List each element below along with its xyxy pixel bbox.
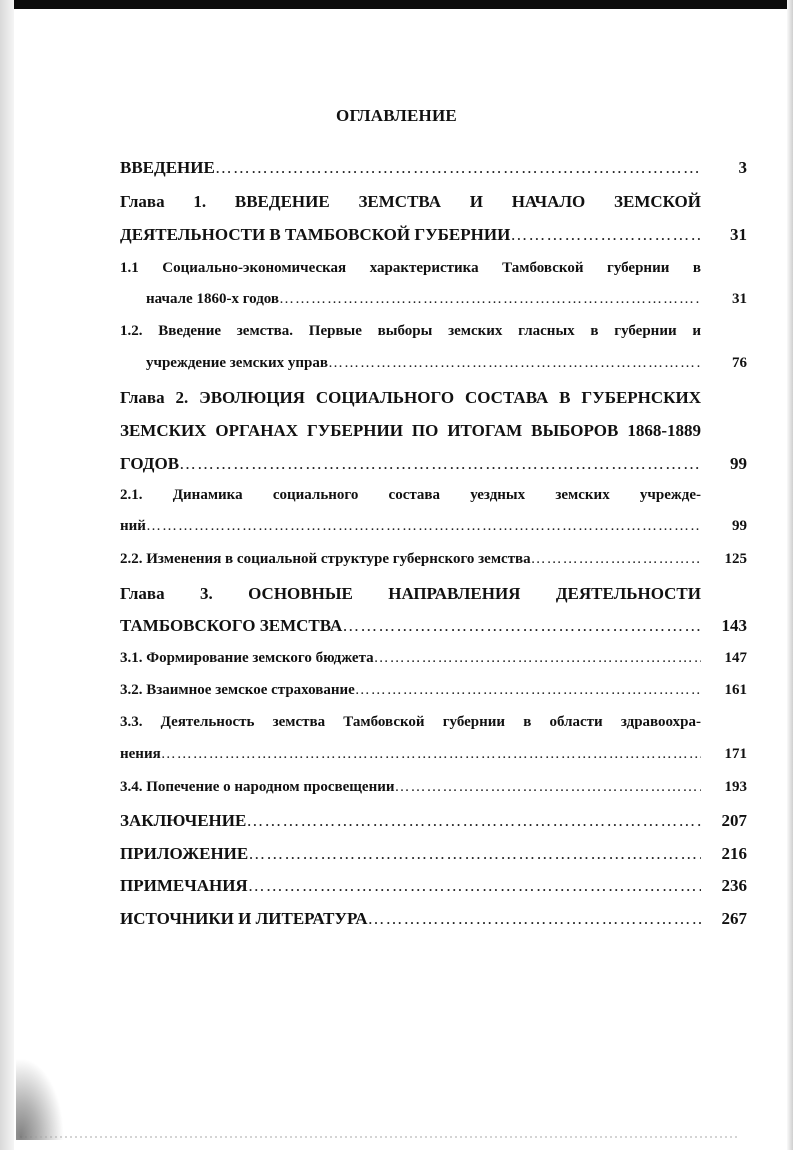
- toc-entry-chapter-2-end: [120, 454, 747, 474]
- toc-entry-label: 3.3. Деятельность земства Тамбовской губернии в области здравоохра-: [120, 714, 701, 730]
- toc-dot-leader: [355, 682, 701, 699]
- toc-page-number: 193: [724, 779, 747, 795]
- toc-entry-label: Глава 2. ЭВОЛЮЦИЯ СОЦИАЛЬНОГО СОСТАВА В ГУБЕРНСКИХ: [120, 388, 701, 407]
- toc-entry-label: 2.1. Динамика социального состава уездных земских учрежде-: [120, 487, 701, 503]
- toc-dot-leader: [215, 158, 701, 178]
- toc-dot-leader: [146, 518, 701, 535]
- toc-entry-chapter-2: [120, 388, 747, 408]
- toc-entry-label: ний: [120, 518, 146, 534]
- toc-page-number: 31: [732, 291, 747, 307]
- toc-entry-label: ПРИЛОЖЕНИЕ: [120, 844, 249, 863]
- toc-entry-conclusion: [120, 811, 747, 831]
- toc-page-number: 171: [724, 746, 747, 762]
- toc-page-number: 267: [721, 909, 747, 928]
- toc-entry-section-1-2: [120, 323, 747, 340]
- scan-left-edge: [0, 0, 14, 1150]
- toc-page-number: 99: [730, 454, 747, 473]
- toc-entry-label: Глава 3. ОСНОВНЫЕ НАПРАВЛЕНИЯ ДЕЯТЕЛЬНОСТИ: [120, 584, 701, 603]
- toc-entry-label: ПРИМЕЧАНИЯ: [120, 876, 248, 895]
- toc-entry-label: нения: [120, 746, 161, 762]
- toc-page-number: 99: [732, 518, 747, 534]
- toc-entry-section-3-1: [120, 650, 747, 667]
- toc-dot-leader: [179, 454, 701, 474]
- toc-dot-leader: [328, 355, 701, 372]
- toc-entry-section-3-3-cont: [120, 746, 747, 763]
- toc-dot-leader: [367, 909, 701, 929]
- toc-entry-notes: [120, 876, 747, 896]
- toc-entry-label: Глава 1. ВВЕДЕНИЕ ЗЕМСТВА И НАЧАЛО ЗЕМСКОЙ: [120, 192, 701, 211]
- scan-top-edge: [14, 0, 793, 9]
- toc-entry-label: 1.2. Введение земства. Первые выборы земских гласных в губернии и: [120, 323, 701, 339]
- toc-entry-label: начале 1860-х годов: [146, 291, 280, 307]
- toc-entry-section-2-1-cont: [120, 518, 747, 535]
- toc-entry-section-3-4: [120, 779, 747, 796]
- toc-entry-label: 3.1. Формирование земского бюджета: [120, 650, 374, 666]
- toc-dot-leader: [279, 291, 701, 308]
- toc-page-number: 125: [724, 551, 747, 567]
- toc-entry-introduction: [120, 158, 747, 178]
- toc-entry-section-2-2: [120, 551, 747, 568]
- toc-dot-leader: [374, 650, 701, 667]
- toc-entry-label: 3.4. Попечение о народном просвещении: [120, 779, 395, 795]
- toc-dot-leader: [248, 844, 701, 864]
- toc-page-number: 147: [724, 650, 747, 666]
- toc-entry-chapter-1: [120, 192, 747, 212]
- toc-page-number: 216: [721, 844, 747, 863]
- toc-dot-leader: [395, 779, 701, 796]
- toc-entry-section-1-1: [120, 260, 747, 277]
- toc-entry-label: ГОДОВ: [120, 454, 180, 473]
- toc-entry-label: 3.2. Взаимное земское страхование: [120, 682, 355, 698]
- toc-dot-leader: [510, 225, 701, 245]
- toc-entry-label: ЗЕМСКИХ ОРГАНАХ ГУБЕРНИИ ПО ИТОГАМ ВЫБОРОВ 1868-1889: [120, 421, 701, 440]
- page-title: ОГЛАВЛЕНИЕ: [336, 106, 457, 125]
- toc-dot-leader: [246, 811, 701, 831]
- toc-entry-chapter-2-cont: [120, 421, 747, 441]
- toc-entry-chapter-3: [120, 584, 747, 604]
- toc-dot-leader: [248, 876, 701, 896]
- toc-entry-appendix: [120, 844, 747, 864]
- toc-page-number: 76: [732, 355, 747, 371]
- toc-entry-section-1-1-cont: [146, 291, 747, 308]
- toc-entry-label: 2.2. Изменения в социальной структуре губернского земства: [120, 551, 531, 567]
- toc-page-number: 207: [721, 811, 747, 830]
- toc-page-number: 3: [738, 158, 747, 177]
- toc-entry-label: ВВЕДЕНИЕ: [120, 158, 215, 177]
- scan-right-edge: [787, 0, 793, 1150]
- toc-entry-section-2-1: [120, 487, 747, 504]
- toc-entry-section-3-2: [120, 682, 747, 699]
- toc-entry-label: ИСТОЧНИКИ И ЛИТЕРАТУРА: [120, 909, 368, 928]
- toc-entry-label: учреждение земских управ: [146, 355, 328, 371]
- toc-entry-sources: [120, 909, 747, 929]
- toc-dot-leader: [531, 551, 701, 568]
- toc-dot-leader: [161, 746, 701, 763]
- toc-entry-label: ЗАКЛЮЧЕНИЕ: [120, 811, 247, 830]
- toc-entry-label: 1.1 Социально-экономическая характеристика Тамбовской губернии в: [120, 260, 701, 276]
- toc-entry-chapter-3-cont: [120, 616, 747, 636]
- scan-bottom-edge: [20, 1136, 740, 1138]
- toc-entry-label: ДЕЯТЕЛЬНОСТИ В ТАМБОВСКОЙ ГУБЕРНИИ: [120, 225, 511, 244]
- toc-page-number: 143: [721, 616, 747, 635]
- toc-page-number: 161: [724, 682, 747, 698]
- toc-page-number: 236: [721, 876, 747, 895]
- toc-entry-chapter-1-cont: [120, 225, 747, 245]
- toc-entry-label: ТАМБОВСКОГО ЗЕМСТВА: [120, 616, 343, 635]
- toc-dot-leader: [342, 616, 701, 636]
- toc-page-number: 31: [730, 225, 747, 244]
- scan-corner-shadow: [16, 1058, 64, 1140]
- toc-entry-section-3-3: [120, 714, 747, 731]
- toc-entry-section-1-2-cont: [146, 355, 747, 372]
